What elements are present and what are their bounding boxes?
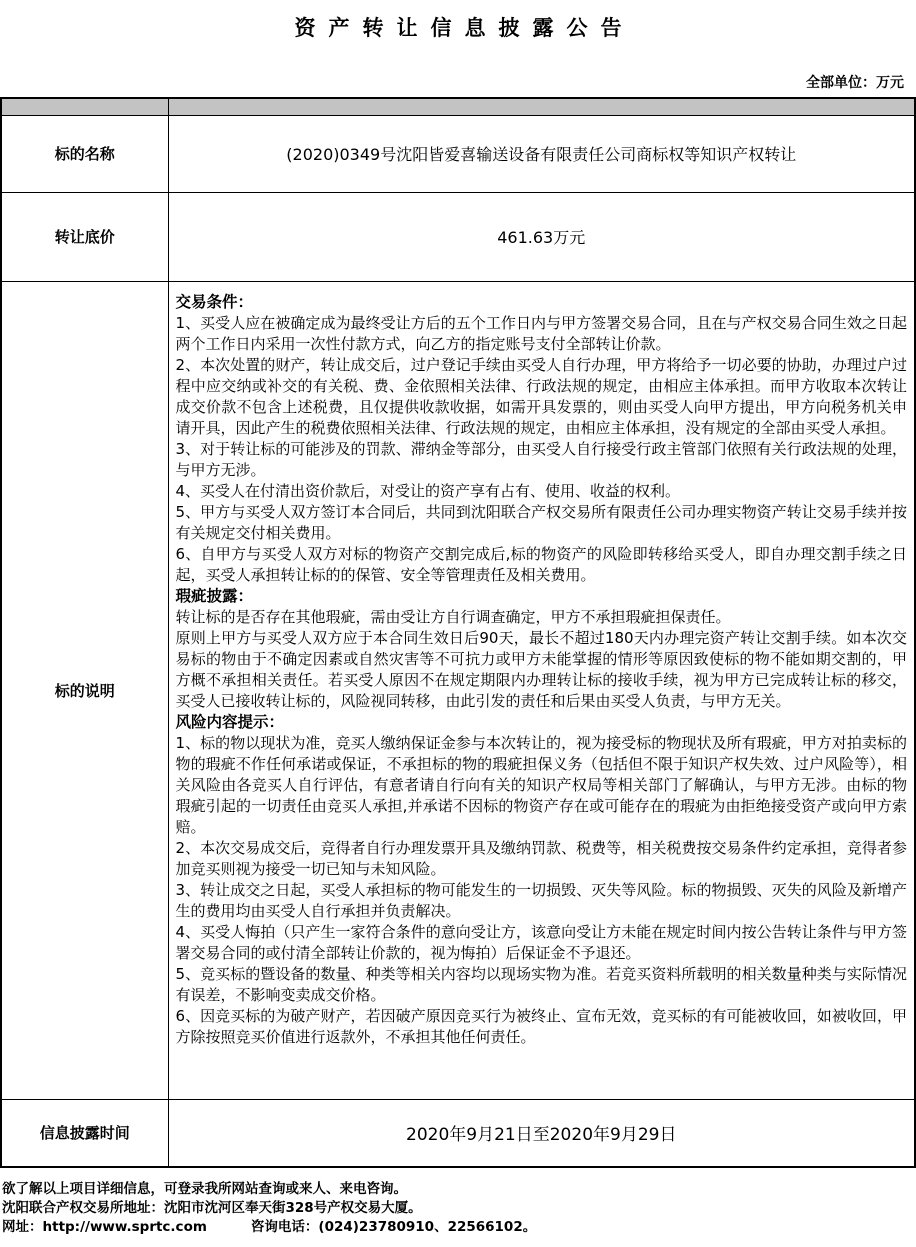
footer-address: 沈阳联合产权交易所地址：沈阳市沈河区奉天街328号产权交易大厦。 — [2, 1200, 422, 1216]
header-cell-left — [1, 98, 168, 115]
description-paragraph: 2、本次交易成交后，竞得者自行办理发票开具及缴纳罚款、税费等，相关税费按交易条件约定承担，竞得者参加竞买则视为接受一切已知与未知风险。 — [175, 838, 907, 878]
description-paragraph: 5、竞买标的暨设备的数量、种类等相关内容均以现场实物为准。若竞买资料所载明的相关数量种类与实际情况有误差，不影响变卖成交价格。 — [175, 964, 907, 1004]
section-risk-notice — [176, 712, 908, 1048]
footer — [0, 1168, 916, 1247]
description-paragraph: 3、转让成交之日起，买受人承担标的物可能发生的一切损毁、灭失等风险。标的物损毁、灭失的风险及新增产生的费用均由买受人自行承担并负责解决。 — [175, 880, 907, 920]
table-row-name — [1, 115, 915, 192]
footer-info-note: 欲了解以上项目详细信息，可登录我所网站查询或来人、来电咨询。 — [2, 1181, 407, 1197]
description-paragraph: 原则上甲方与买受人双方应于本合同生效日后90天，最长不超过180天内办理完资产转让交割手续。如本次交易标的物由于不确定因素或自然灾害等不可抗力或甲方未能掌握的情形等原因致使标的物不能如期交割的，甲方概不承担相关责任。若买受人原因不在规定期限内办理转让标的接收手续，视为甲方已完成转让标的移交，买受人已接收转让标的，风险视同转移，由此引发的责任和后果由买受人负责，与甲方无关。 — [175, 628, 907, 710]
description-label: 标的说明 — [1, 281, 168, 1099]
footer-phone: 咨询电话：(024)23780910、22566102。 — [250, 1219, 537, 1235]
disclosure-period-value: 2020年9月21日至2020年9月29日 — [168, 1099, 915, 1167]
disclosure-table — [0, 97, 916, 1168]
disclosure-period-label: 信息披露时间 — [1, 1099, 168, 1167]
description-paragraph: 1、买受人应在被确定成为最终受让方后的五个工作日内与甲方签署交易合同，且在与产权交易合同生效之日起两个工作日内采用一次性付款方式，向乙方的指定账号支付全部转让价款。 — [175, 313, 907, 353]
section-defect-disclosure — [176, 586, 908, 712]
description-paragraph: 6、因竞买标的为破产财产，若因破产原因竞买行为被终止、宣布无效，竞买标的有可能被收回，如被收回，甲方除按照竞买价值进行返款外，不承担其他任何责任。 — [175, 1006, 907, 1046]
description-paragraph: 2、本次处置的财产，转让成交后，过户登记手续由买受人自行办理，甲方将给予一切必要的协助，办理过户过程中应交纳或补交的有关税、费、金依照相关法律、行政法规的规定，由相应主体承担。而甲方收取本次转让成交价款不包含上述税费，且仅提供收款收据，如需开具发票的，则由买受人向甲方提出，甲方向税务机关申请开具，因此产生的税费依照相关法律、行政法规的规定，由相应主体承担，没有规定的全部由买受人承担。 — [175, 355, 907, 437]
section-heading: 风险内容提示： — [175, 712, 285, 731]
footer-website: 网址：http://www.sprtc.com — [2, 1219, 207, 1235]
table-row-disclosure-period — [1, 1099, 915, 1167]
footer-contact-line — [2, 1218, 916, 1237]
table-row-price — [1, 192, 915, 281]
description-paragraph: 6、自甲方与买受人双方对标的物资产交割完成后,标的物资产的风险即转移给买受人，即自办理交割手续之日起，买受人承担转让标的的保管、安全等管理责任及相关费用。 — [175, 544, 907, 584]
section-trade-conditions — [176, 292, 908, 586]
description-paragraph: 5、甲方与买受人双方签订本合同后，共同到沈阳联合产权交易所有限责任公司办理实物资产转让交易手续并按有关规定交付相关费用。 — [175, 502, 907, 542]
page-title: 资产转让信息披露公告 — [294, 16, 635, 40]
document-page — [0, 12, 916, 1247]
table-row-description — [1, 281, 915, 1099]
price-value: 461.63万元 — [168, 192, 915, 281]
section-heading: 瑕疵披露： — [175, 586, 254, 605]
section-heading: 交易条件： — [175, 292, 254, 311]
description-paragraph: 4、买受人悔拍（只产生一家符合条件的意向受让方，该意向受让方未能在规定时间内按公告转让条件与甲方签署交易合同的或付清全部转让价款的，视为悔拍）后保证金不予退还。 — [175, 922, 907, 962]
unit-note: 全部单位：万元 — [806, 75, 904, 91]
price-label: 转让底价 — [1, 192, 168, 281]
name-label: 标的名称 — [1, 115, 168, 192]
description-paragraph: 转让标的是否存在其他瑕疵，需由受让方自行调查确定，甲方不承担瑕疵担保责任。 — [175, 607, 731, 626]
description-paragraph: 3、对于转让标的可能涉及的罚款、滞纳金等部分，由买受人自行接受行政主管部门依照有关行政法规的处理，与甲方无涉。 — [175, 439, 907, 479]
description-paragraph: 4、买受人在付清出资价款后，对受让的资产享有占有、使用、收益的权利。 — [175, 481, 681, 500]
table-header-row — [1, 98, 915, 115]
header-cell-right — [168, 98, 915, 115]
description-paragraph: 1、标的物以现状为准，竞买人缴纳保证金参与本次转让的，视为接受标的物现状及所有瑕疵，甲方对拍卖标的物的瑕疵不作任何承诺或保证，不承担标的物的瑕疵担保义务（包括但不限于知识产权失效、过户风险等），相关风险由各竞买人自行评估，有意者请自行向有关的知识产权局等相关部门了解确认，与甲方无涉。由标的物瑕疵引起的一切责任由竞买人承担,并承诺不因标的物资产存在或可能存在的瑕疵为由拒绝接受资产或向甲方索赔。 — [175, 733, 907, 836]
name-value: (2020)0349号沈阳皆爱喜输送设备有限责任公司商标权等知识产权转让 — [168, 115, 915, 192]
description-content — [168, 281, 915, 1099]
